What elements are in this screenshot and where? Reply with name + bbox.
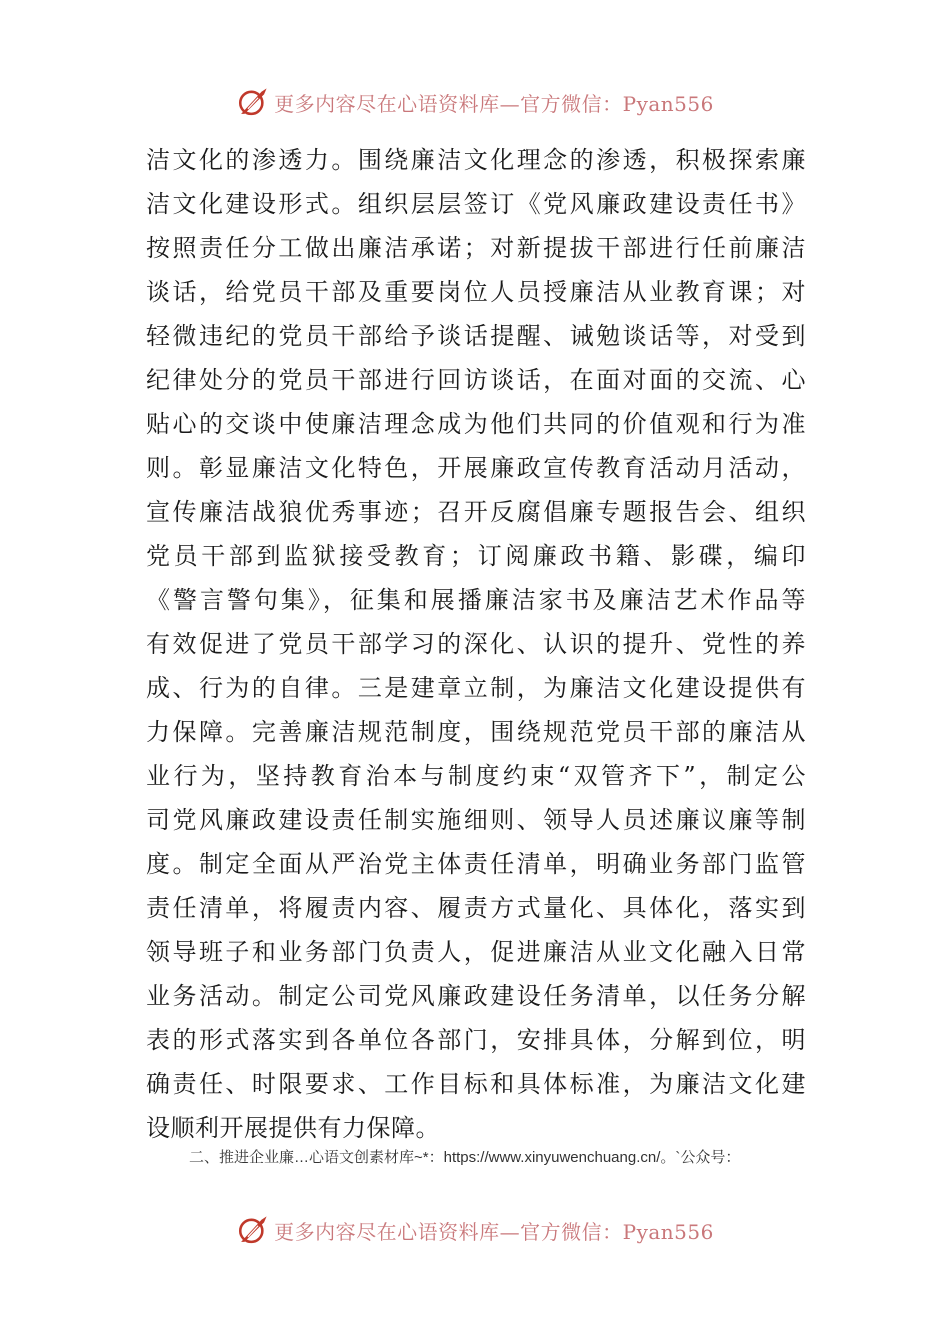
body-line: 责任清单，将履责内容、履责方式量化、具体化，落实到 <box>146 894 806 922</box>
body-line: 领导班子和业务部门负责人，促进廉洁从业文化融入日常 <box>146 938 806 966</box>
body-line: 宣传廉洁战狼优秀事迹；召开反腐倡廉专题报告会、组织 <box>146 498 806 526</box>
body-line: 轻微违纪的党员干部给予谈话提醒、诫勉谈话等，对受到 <box>146 322 806 350</box>
quill-pen-logo-icon <box>236 85 270 119</box>
body-line: 业行为，坚持教育治本与制度约束“双管齐下”，制定公 <box>146 762 806 790</box>
footnote-link-text: 二、推进企业廉…心语文创素材库~*：https://www.xinyuwenchuang.cn/。`公众号： <box>189 1149 741 1166</box>
header-banner <box>0 82 950 122</box>
body-line: 贴心的交谈中使廉洁理念成为他们共同的价值观和行为准 <box>146 410 806 438</box>
body-line: 度。制定全面从严治党主体责任清单，明确业务部门监管 <box>146 850 806 878</box>
body-line: 则。彰显廉洁文化特色，开展廉政宣传教育活动月活动， <box>146 454 806 482</box>
body-line: 司党风廉政建设责任制实施细则、领导人员述廉议廉等制 <box>146 806 806 834</box>
body-line: 谈话，给党员干部及重要岗位人员授廉洁从业教育课；对 <box>146 278 806 306</box>
body-line: 成、行为的自律。三是建章立制，为廉洁文化建设提供有 <box>146 674 806 702</box>
quill-pen-logo-icon <box>236 1213 270 1247</box>
body-line: 表的形式落实到各单位各部门，安排具体，分解到位，明 <box>146 1026 806 1054</box>
body-line: 业务活动。制定公司党风廉政建设任务清单，以任务分解 <box>146 982 806 1010</box>
body-line: 洁文化的渗透力。围绕廉洁文化理念的渗透，积极探索廉 <box>146 146 806 174</box>
footer-banner <box>0 1210 950 1250</box>
header-banner-text: 更多内容尽在心语资料库—官方微信：Pyan556 <box>274 91 714 116</box>
body-line: 设顺利开展提供有力保障。 <box>146 1114 440 1142</box>
body-line: 有效促进了党员干部学习的深化、认识的提升、党性的养 <box>146 630 806 658</box>
body-line: 力保障。完善廉洁规范制度，围绕规范党员干部的廉洁从 <box>146 718 806 746</box>
footer-banner-text: 更多内容尽在心语资料库—官方微信：Pyan556 <box>274 1219 714 1244</box>
body-line: 洁文化建设形式。组织层层签订《党风廉政建设责任书》 <box>146 190 806 218</box>
body-paragraph <box>146 138 806 1150</box>
body-line: 按照责任分工做出廉洁承诺；对新提拔干部进行任前廉洁 <box>146 234 806 262</box>
body-line: 确责任、时限要求、工作目标和具体标准，为廉洁文化建 <box>146 1070 806 1098</box>
body-line: 党员干部到监狱接受教育；订阅廉政书籍、影碟，编印 <box>146 542 806 570</box>
body-line: 纪律处分的党员干部进行回访谈话，在面对面的交流、心 <box>146 366 806 394</box>
body-line: 《警言警句集》，征集和展播廉洁家书及廉洁艺术作品等 <box>146 586 806 614</box>
